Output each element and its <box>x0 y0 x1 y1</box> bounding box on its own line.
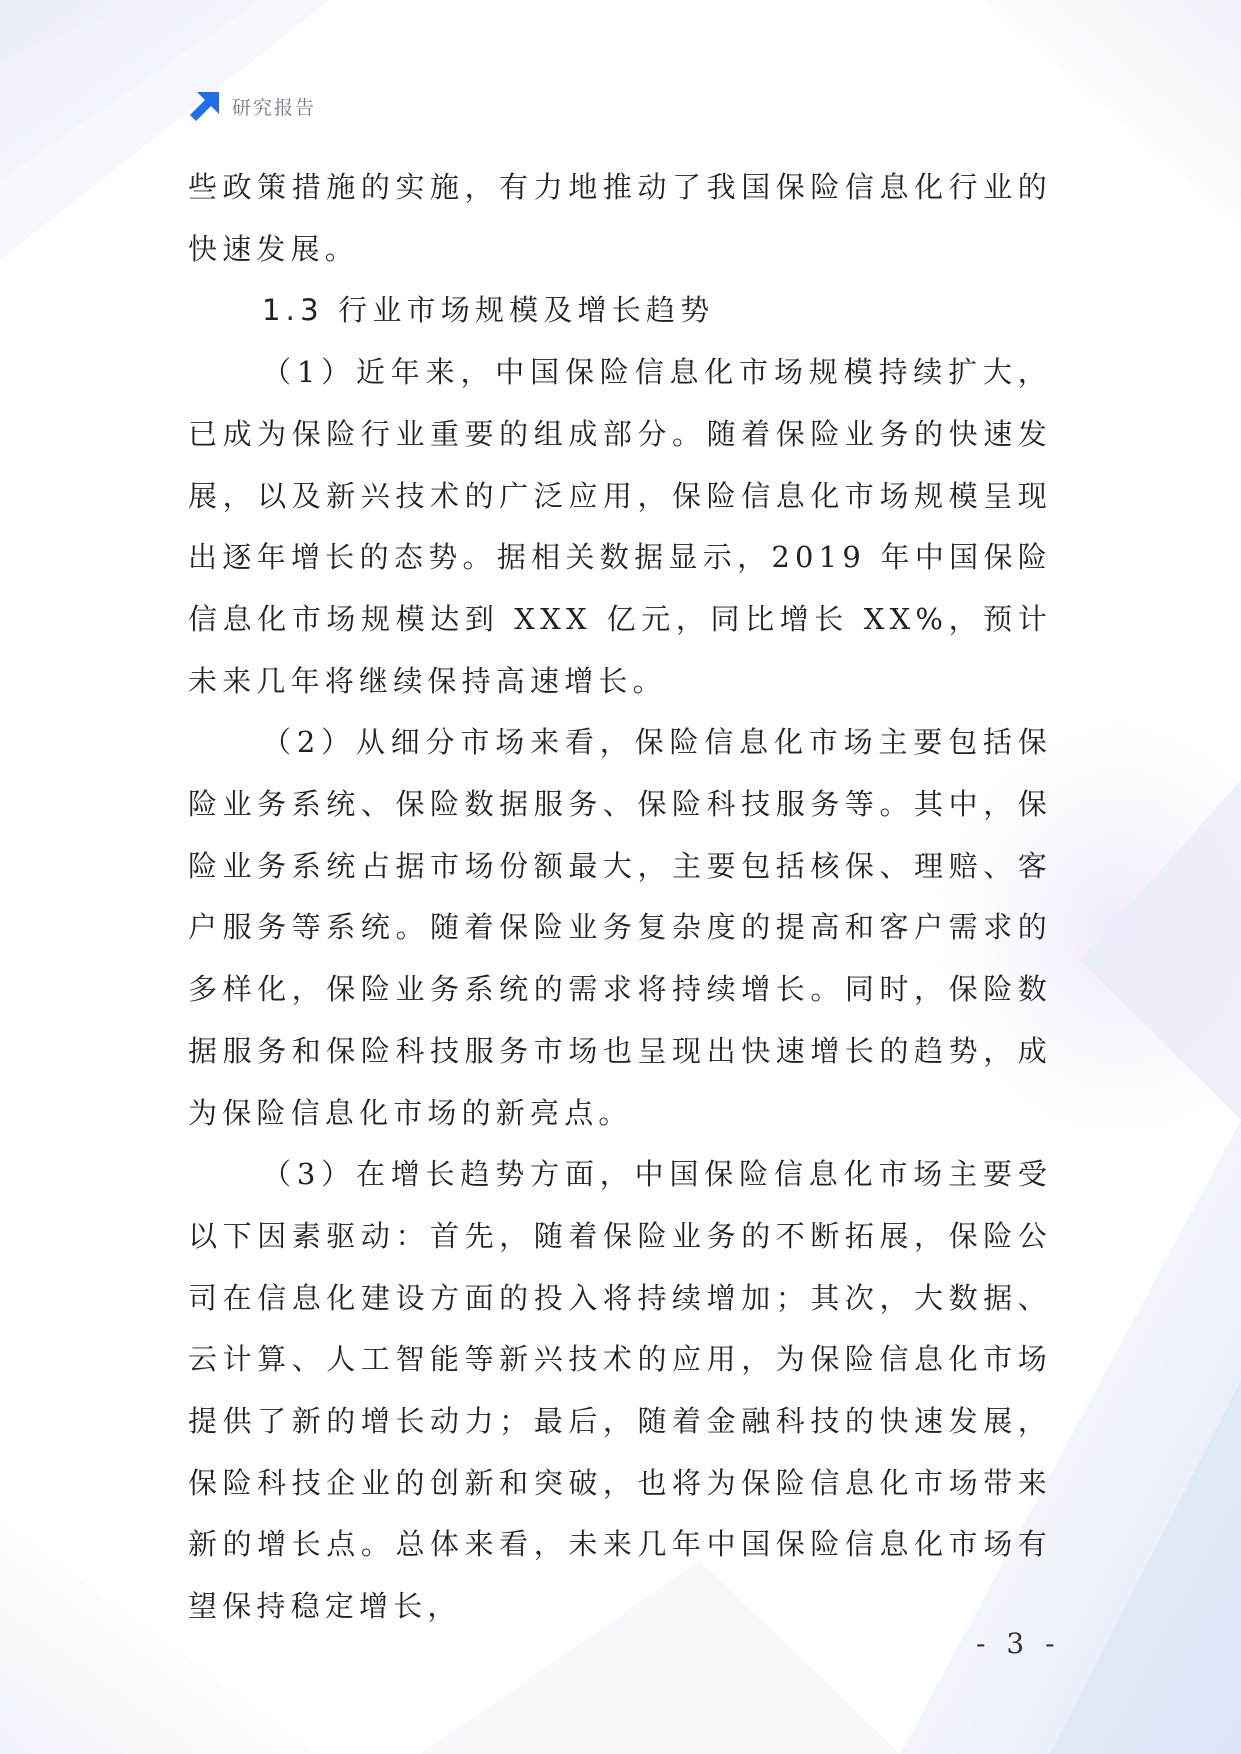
paragraph-2: （2）从细分市场来看，保险信息化市场主要包括保险业务系统、保险数据服务、保险科技服务等。其中，保险业务系统占据市场份额最大，主要包括核保、理赔、客户服务等系统。随着保险业务复杂度的提高和客户需求的多样化，保险业务系统的需求将持续增长。同时，保险数据服务和保险科技服务市场也呈现出快速增长的趋势，成为保险信息化市场的新亮点。 <box>188 725 1052 1130</box>
paragraph-1: （1）近年来，中国保险信息化市场规模持续扩大，已成为保险行业重要的组成部分。随着保险业务的快速发展，以及新兴技术的广泛应用，保险信息化市场规模呈现出逐年增长的态势。据相关数据显示，2019 年中国保险信息化市场规模达到 XXX 亿元，同比增长 XX%，预计未来几年将继续保持高速增长。 <box>188 355 1052 698</box>
report-header <box>188 88 316 124</box>
section-heading: 1.3 行业市场规模及增长趋势 <box>262 293 715 328</box>
page-number: - 3 - <box>976 1627 1061 1660</box>
paragraph-continuation: 些政策措施的实施，有力地推动了我国保险信息化行业的快速发展。 <box>188 170 1052 266</box>
arrow-up-right-icon <box>188 89 222 123</box>
paragraph-3: （3）在增长趋势方面，中国保险信息化市场主要受以下因素驱动：首先，随着保险业务的不断拓展，保险公司在信息化建设方面的投入将持续增加；其次，大数据、云计算、人工智能等新兴技术的应用，为保险信息化市场提供了新的增长动力；最后，随着金融科技的快速发展，保险科技企业的创新和突破，也将为保险信息化市场带来新的增长点。总体来看，未来几年中国保险信息化市场有望保持稳定增长， <box>188 1157 1052 1624</box>
body-text <box>188 157 1052 1638</box>
header-title: 研究报告 <box>232 96 317 119</box>
